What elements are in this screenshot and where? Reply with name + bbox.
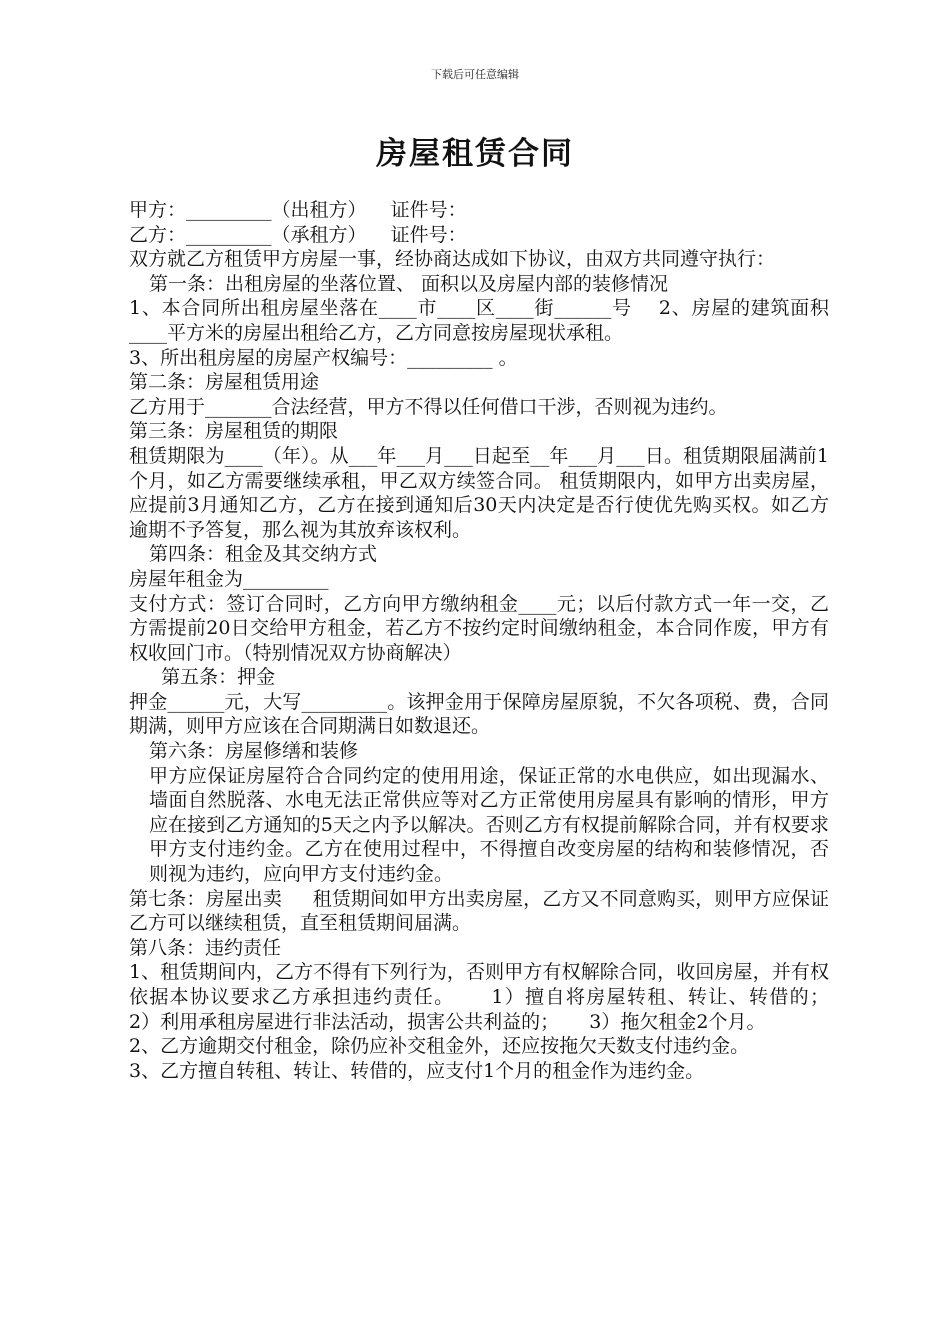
contract-paragraph: 第六条：房屋修缮和装修 xyxy=(149,740,359,763)
contract-paragraph: 3、乙方擅自转租、转让、转借的，应支付1个月的租金作为违约金。 xyxy=(129,1059,705,1082)
contract-paragraph: 支付方式：签订合同时，乙方向甲方缴纳租金____元；以后付款方式一年一交，乙方需提前20日交给甲方租金，若乙方不按约定时间缴纳租金，本合同作废，甲方有权收回门市。（特别情况双方协商解决） xyxy=(129,592,829,664)
contract-paragraph: 第七条：房屋出卖 租赁期间如甲方出卖房屋，乙方又不同意购买，则甲方应保证乙方可以继续租赁，直至租赁期间届满。 xyxy=(129,887,829,935)
document-title: 房屋租赁合同 xyxy=(376,136,574,172)
contract-paragraph: 第四条：租金及其交纳方式 xyxy=(149,543,378,566)
header-note: 下载后可任意编辑 xyxy=(431,68,519,81)
contract-paragraph: 乙方：_________（承租方） 证件号： xyxy=(129,223,467,246)
contract-paragraph: 第三条：房屋租赁的期限 xyxy=(129,420,339,443)
contract-paragraph: 1、租赁期间内，乙方不得有下列行为，否则甲方有权解除合同，收回房屋，并有权依据本协议要求乙方承担违约责任。 1）擅自将房屋转租、转让、转借的； 2）利用承租房屋进行非法活动，损害公共利益的； 3）拖欠租金2个月。 xyxy=(129,961,860,1033)
contract-paragraph: 双方就乙方租赁甲方房屋一事，经协商达成如下协议，由双方共同遵守执行： xyxy=(129,248,776,271)
contract-paragraph: 2、乙方逾期交付租金，除仍应补交租金外，还应按拖欠天数支付违约金。 xyxy=(129,1035,750,1058)
contract-paragraph: 房屋年租金为_________ xyxy=(129,567,329,590)
contract-paragraph: 第八条：违约责任 xyxy=(129,936,282,959)
contract-paragraph: 甲方：_________（出租方） 证件号： xyxy=(129,199,467,221)
contract-body xyxy=(129,198,860,1083)
contract-paragraph: 第五条：押金 xyxy=(149,666,276,689)
contract-paragraph: 乙方用于_______合法经营，甲方不得以任何借口干涉，否则视为违约。 xyxy=(129,395,728,418)
contract-paragraph: 第二条：房屋租赁用途 xyxy=(129,371,320,394)
contract-paragraph: 租赁期限为____（年）。从___年___月___日起至__年___月___日。租赁期限届满前1个月，如乙方需要继续承租，甲乙双方续签合同。 租赁期限内，如甲方出卖房屋，应提前3月通知乙方，乙方在接到通知后30天内决定是否行使优先购买权。如乙方逾期不予答复，那么视为其放弃该权利。 xyxy=(129,444,829,541)
contract-paragraph: 3、所出租房屋的房屋产权编号：_________ 。 xyxy=(129,346,518,369)
contract-paragraph: 押金______元，大写_________。该押金用于保障房屋原貌，不欠各项税、费，合同期满，则甲方应该在合同期满日如数退还。 xyxy=(129,690,829,738)
contract-paragraph: 1、本合同所出租房屋坐落在____市____区____街______号 2、房屋的建筑面积____平方米的房屋出租给乙方，乙方同意按房屋现状承租。 xyxy=(129,297,829,344)
contract-paragraph: 甲方应保证房屋符合合同约定的使用用途，保证正常的水电供应，如出现漏水、墙面自然脱落、水电无法正常供应等对乙方正常使用房屋具有影响的情形，甲方应在接到乙方通知的5天之内予以解决。否则乙方有权提前解除合同，并有权要求甲方支付违约金。乙方在使用过程中，不得擅自改变房屋的结构和装修情况，否则视为违约，应向甲方支付违约金。 xyxy=(149,764,829,886)
contract-paragraph: 第一条：出租房屋的坐落位置、 面积以及房屋内部的装修情况 xyxy=(149,272,669,295)
